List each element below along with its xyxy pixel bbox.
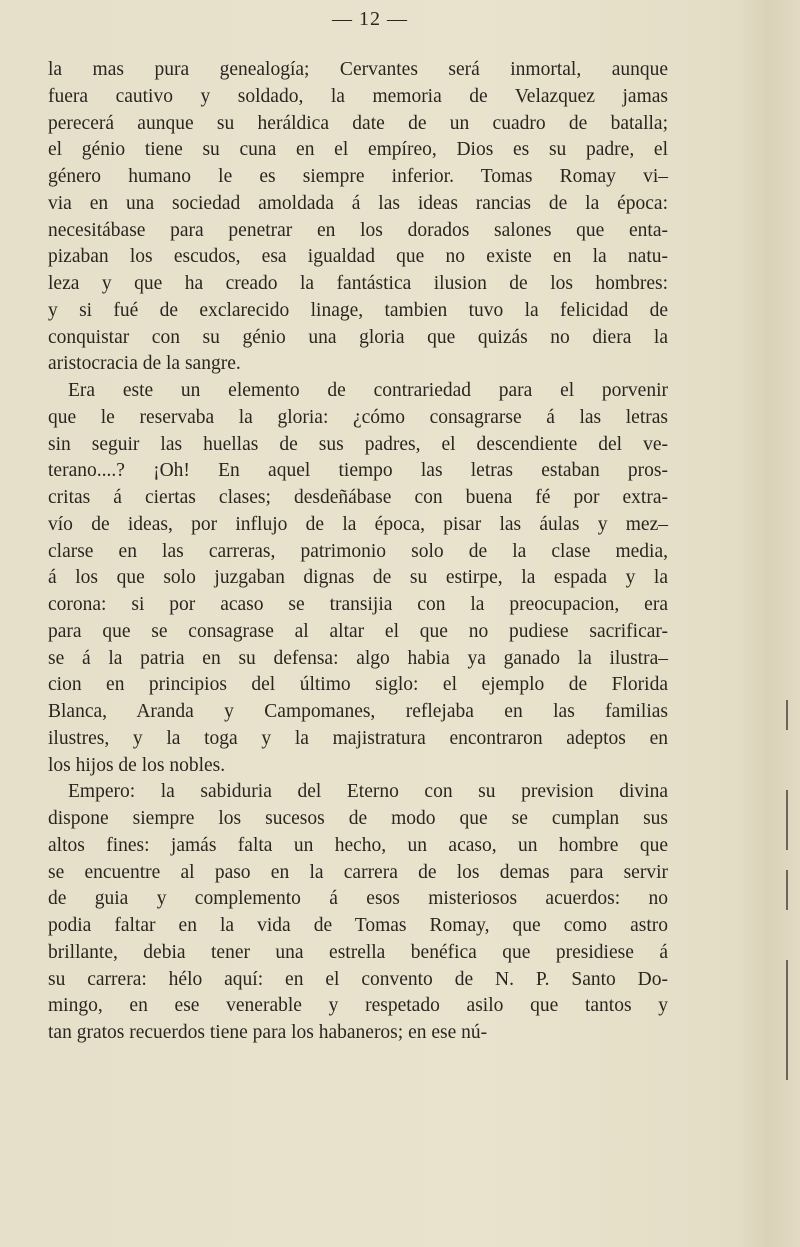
page-edge-mark: [786, 870, 788, 910]
text-line: de guia y complemento á esos misteriosos acuerdos: no: [48, 888, 668, 910]
text-line: su carrera: hélo aquí: en el convento de N. P. Santo Do-: [48, 968, 668, 990]
text-line: Empero: la sabiduria del Eterno con su prevision divina: [68, 781, 668, 803]
text-line: la mas pura genealogía; Cervantes será inmortal, aunque: [48, 59, 668, 80]
text-line: critas á ciertas clases; desdeñábase con buena fé por extra-: [48, 487, 668, 508]
text-line: necesitábase para penetrar en los dorados salones que enta-: [48, 219, 668, 241]
text-line: á los que solo juzgaban dignas de su estirpe, la espada y la: [48, 567, 668, 589]
text-line: terano....? ¡Oh! En aquel tiempo las letras estaban pros-: [48, 460, 668, 482]
text-line: Era este un elemento de contrariedad para el porvenir: [68, 380, 668, 401]
text-line: que le reservaba la gloria: ¿cómo consagrarse á las letras: [48, 406, 668, 428]
text-line: aristocracia de la sangre.: [48, 353, 241, 375]
text-line: altos fines: jamás falta un hecho, un acaso, un hombre que: [48, 834, 668, 856]
text-line: ilustres, y la toga y la majistratura encontraron adeptos en: [48, 727, 668, 749]
text-line: para que se consagrase al altar el que no pudiese sacrificar-: [48, 620, 668, 642]
text-line: género humano le es siempre inferior. Tomas Romay vi–: [48, 166, 668, 187]
text-line: los hijos de los nobles.: [48, 754, 226, 776]
text-line: conquistar con su génio una gloria que quizás no diera la: [48, 326, 668, 348]
text-line: fuera cautivo y soldado, la memoria de Velazquez jamas: [48, 85, 668, 107]
text-line: se encuentre al paso en la carrera de los demas para servir: [48, 861, 668, 883]
text-line: pizaban los escudos, esa igualdad que no existe en la natu-: [48, 246, 668, 268]
text-line: vío de ideas, por influjo de la época, pisar las áulas y mez–: [48, 513, 668, 535]
text-line: brillante, debia tener una estrella benéfica que presidiese á: [48, 941, 668, 963]
text-line: cion en principios del último siglo: el ejemplo de Florida: [48, 674, 668, 696]
text-line: dispone siempre los sucesos de modo que se cumplan sus: [48, 808, 668, 829]
text-line: perecerá aunque su heráldica date de un cuadro de batalla;: [48, 112, 668, 134]
page-edge-mark: [786, 700, 788, 730]
text-line: Blanca, Aranda y Campomanes, reflejaba en las familias: [48, 701, 668, 722]
body-text: [48, 57, 668, 1047]
text-line: via en una sociedad amoldada á las ideas rancias de la época:: [48, 192, 668, 214]
text-line: leza y que ha creado la fantástica ilusion de los hombres:: [48, 273, 668, 294]
page-edge-mark: [786, 960, 788, 1080]
text-line: podia faltar en la vida de Tomas Romay, que como astro: [48, 915, 668, 936]
text-line: mingo, en ese venerable y respetado asilo que tantos y: [48, 995, 668, 1017]
page-edge-mark: [786, 790, 788, 850]
text-line: tan gratos recuerdos tiene para los habaneros; en ese nú-: [48, 1022, 488, 1043]
text-line: corona: si por acaso se transijia con la preocupacion, era: [48, 594, 668, 615]
page-number: [0, 8, 800, 31]
text-line: clarse en las carreras, patrimonio solo de la clase media,: [48, 540, 668, 562]
text-line: el génio tiene su cuna en el empíreo, Dios es su padre, el: [48, 139, 668, 161]
text-line: y si fué de exclarecido linage, tambien tuvo la felicidad de: [48, 299, 668, 321]
page-number-text: — 12 —: [332, 8, 408, 30]
text-line: se á la patria en su defensa: algo habia ya ganado la ilustra–: [48, 647, 668, 669]
text-line: sin seguir las huellas de sus padres, el descendiente del ve-: [48, 433, 668, 455]
